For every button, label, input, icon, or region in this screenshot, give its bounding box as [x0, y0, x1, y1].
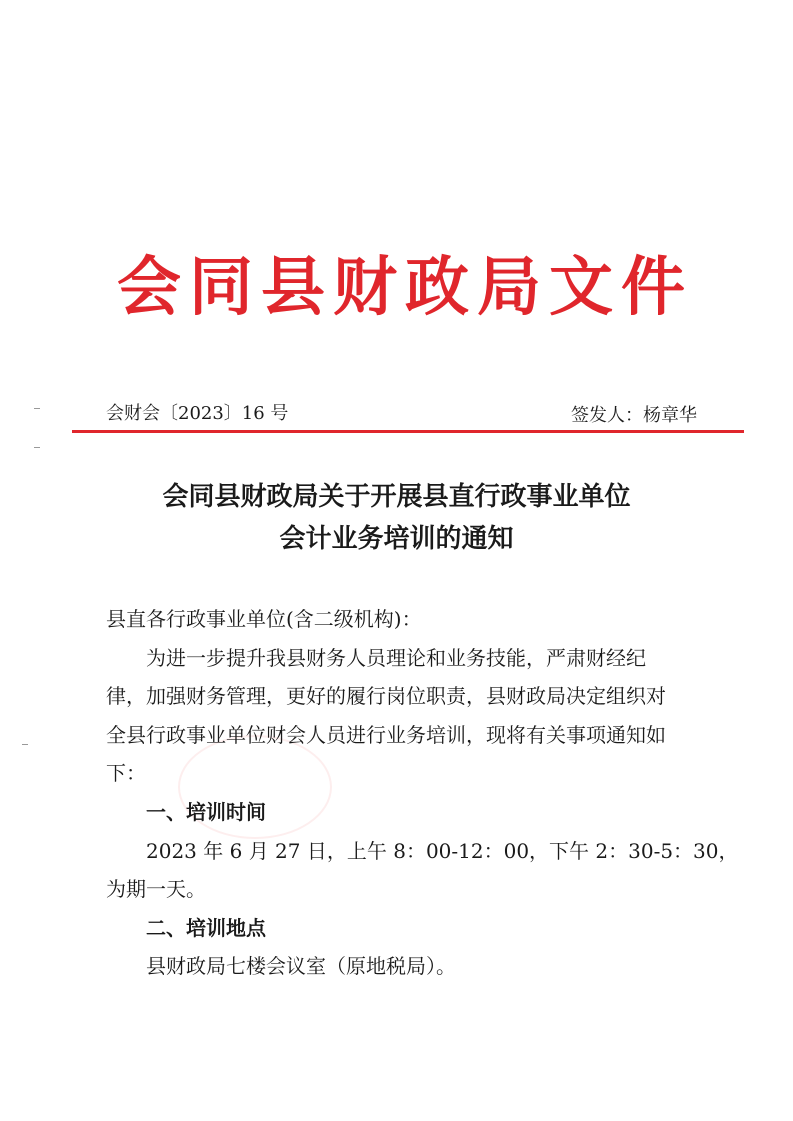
scan-mark — [34, 447, 40, 448]
paragraph-line: 县财政局七楼会议室（原地税局）。 — [146, 954, 456, 979]
paragraph-line: 为进一步提升我县财务人员理论和业务技能，严肃财经纪 — [146, 645, 646, 670]
issuer: 签发人：杨章华 — [571, 405, 697, 426]
paragraph-line: 律，加强财务管理，更好的履行岗位职责，县财政局决定组织对 — [106, 684, 666, 709]
section-heading-location: 二、培训地点 — [146, 915, 266, 940]
addressee: 县直各行政事业单位(含二级机构)： — [106, 607, 422, 631]
notice-title-line-1: 会同县财政局关于开展县直行政事业单位 — [162, 482, 631, 512]
notice-title — [80, 476, 713, 560]
notice-title-line-2: 会计业务培训的通知 — [279, 524, 514, 554]
document-number: 会财会〔2023〕16 号 — [106, 403, 289, 424]
red-divider-line — [72, 430, 744, 433]
paragraph-line: 为期一天。 — [106, 877, 206, 902]
paragraph-line: 下： — [106, 761, 146, 786]
notice-body — [106, 600, 739, 986]
paragraph-line: 2023 年 6 月 27 日，上午 8：00-12：00，下午 2：30-5：30， — [146, 838, 739, 863]
paragraph-line: 全县行政事业单位财会人员进行业务培训，现将有关事项通知如 — [106, 722, 666, 747]
document-header-title: 会同县财政局文件 — [117, 250, 693, 325]
scan-mark — [34, 408, 40, 409]
section-heading-time: 一、培训时间 — [146, 799, 266, 824]
scan-mark — [22, 744, 28, 745]
